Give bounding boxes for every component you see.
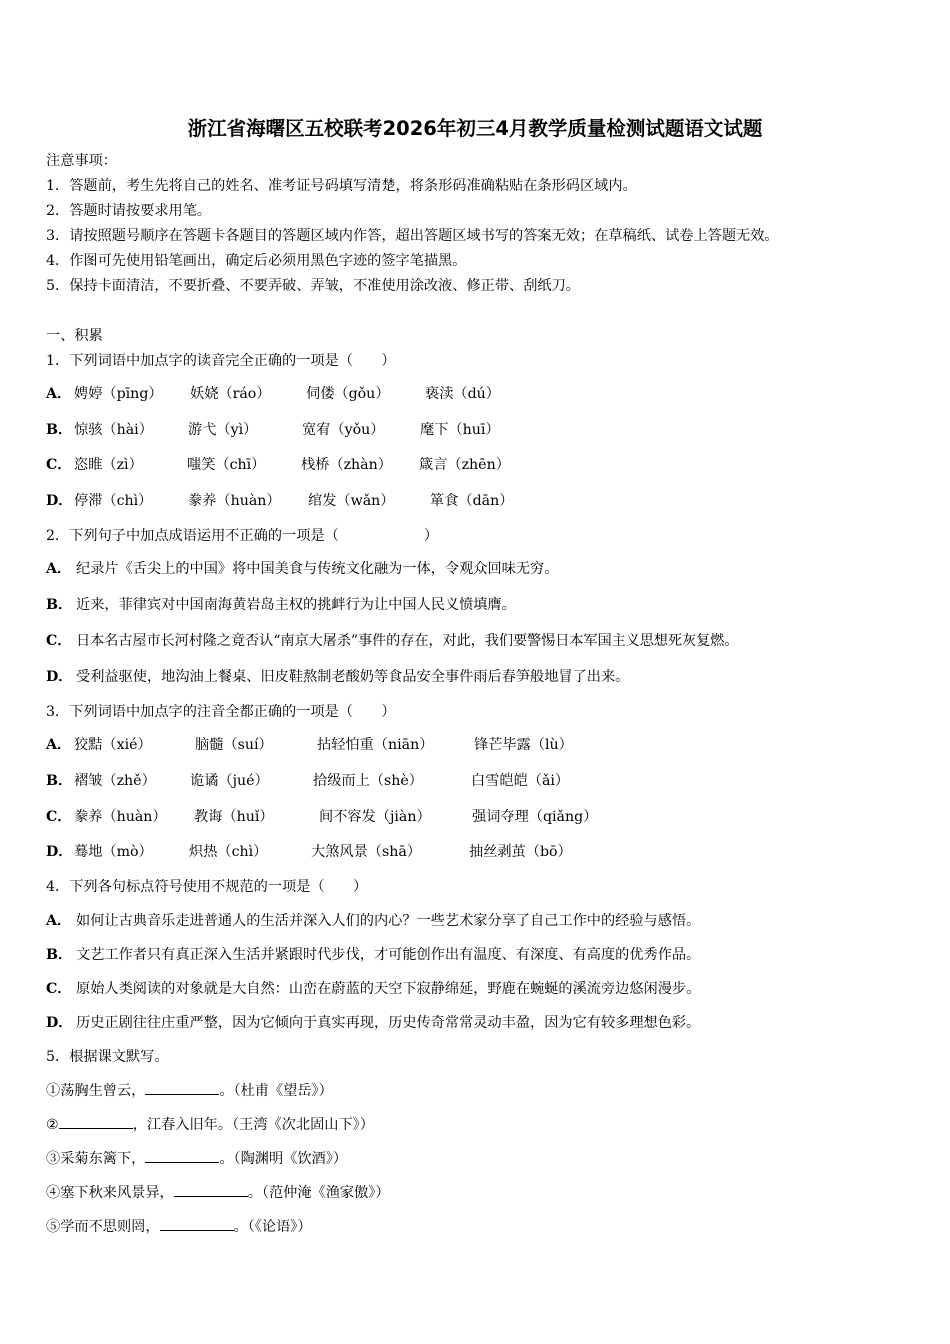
notice-item: 1．答题前，考生先将自己的姓名、准考证号码填写清楚，将条形码准确粘贴在条形码区域内。 bbox=[46, 178, 637, 194]
word-item: 恣睢（zì） bbox=[74, 457, 143, 473]
word-item: 惊骇（hài） bbox=[74, 422, 153, 438]
word-item: 褶皱（zhě） bbox=[74, 773, 156, 789]
word-item: 大煞风景（shā） bbox=[311, 844, 422, 860]
option-row bbox=[46, 946, 700, 964]
question-stem: 2．下列句子中加点成语运用不正确的一项是（ ） bbox=[46, 528, 439, 544]
word-item: 强词夺理（qiǎng） bbox=[472, 809, 598, 825]
word-item: 蓦地（mò） bbox=[74, 844, 153, 860]
option-row bbox=[46, 492, 926, 510]
item-post: ，江春入旧年。（王湾《次北固山下》） bbox=[132, 1117, 374, 1133]
word-item: 间不容发（jiàn） bbox=[319, 809, 431, 825]
option-letter: A． bbox=[46, 561, 72, 577]
option-row bbox=[46, 736, 926, 754]
option-letter: B． bbox=[46, 597, 73, 613]
item-pre: 塞下秋来风景异， bbox=[60, 1185, 174, 1201]
word-item: 教诲（huǐ） bbox=[194, 809, 274, 825]
word-item: 停滞（chì） bbox=[74, 493, 153, 509]
item-pre: 采菊东篱下， bbox=[60, 1151, 146, 1167]
word-item: 麾下（huī） bbox=[420, 422, 500, 438]
option-letter: B． bbox=[46, 773, 73, 789]
option-row bbox=[46, 456, 926, 474]
question-stem: 3．下列词语中加点字的注音全都正确的一项是（ ） bbox=[46, 704, 396, 720]
answer-blank[interactable] bbox=[160, 1218, 234, 1231]
word-item: 拾级而上（shè） bbox=[313, 773, 423, 789]
word-item: 抽丝剥茧（bō） bbox=[469, 844, 572, 860]
item-post: 。（陶渊明《饮酒》） bbox=[219, 1151, 348, 1167]
option-letter: D． bbox=[46, 669, 73, 685]
option-row bbox=[46, 772, 926, 790]
option-row bbox=[46, 1014, 700, 1032]
word-item: 炽热（chì） bbox=[189, 844, 268, 860]
word-item: 伺偻（gǒu） bbox=[306, 386, 390, 402]
item-number: ⑤ bbox=[46, 1219, 61, 1235]
notice-item: 4．作图可先使用铅笔画出，确定后必须用黑色字迹的签字笔描黑。 bbox=[46, 253, 467, 269]
word-item: 诡谲（jué） bbox=[190, 773, 269, 789]
word-item: 宽宥（yǒu） bbox=[302, 422, 385, 438]
option-letter: C． bbox=[46, 457, 72, 473]
option-row bbox=[46, 668, 629, 686]
option-letter: D． bbox=[46, 844, 73, 860]
word-item: 箴言（zhēn） bbox=[419, 457, 510, 473]
option-row bbox=[46, 632, 738, 650]
word-item: 娉婷（pīng） bbox=[74, 386, 163, 402]
word-item: 狡黠（xié） bbox=[74, 737, 152, 753]
word-item: 豢养（huàn） bbox=[188, 493, 281, 509]
option-text: 受利益驱使，地沟油上餐桌、旧皮鞋熬制老酸奶等食品安全事件雨后春笋般地冒了出来。 bbox=[76, 669, 630, 685]
option-text: 如何让古典音乐走进普通人的生活并深入人们的内心？一些艺术家分享了自己工作中的经验与感悟。 bbox=[76, 913, 701, 929]
item-pre: 学而不思则罔， bbox=[60, 1219, 160, 1235]
word-item: 拈轻怕重（niān） bbox=[317, 737, 434, 753]
answer-blank[interactable] bbox=[59, 1116, 133, 1129]
option-letter: B． bbox=[46, 947, 73, 963]
answer-blank[interactable] bbox=[145, 1082, 219, 1095]
page-title: 浙江省海曙区五校联考2026年初三4月教学质量检测试题语文试题 bbox=[187, 117, 763, 140]
question-stem: 4．下列各句标点符号使用不规范的一项是（ ） bbox=[46, 879, 368, 895]
option-letter: B． bbox=[46, 422, 73, 438]
word-item: 游弋（yì） bbox=[188, 422, 258, 438]
option-letter: A． bbox=[46, 386, 72, 402]
option-row bbox=[46, 808, 926, 826]
notice-item: 2．答题时请按要求用笔。 bbox=[46, 203, 212, 219]
recitation-item bbox=[46, 1184, 390, 1202]
word-item: 栈桥（zhàn） bbox=[301, 457, 392, 473]
item-number: ② bbox=[46, 1117, 59, 1133]
recitation-item bbox=[46, 1150, 347, 1168]
option-text: 近来，菲律宾对中国南海黄岩岛主权的挑衅行为让中国人民义愤填膺。 bbox=[76, 597, 516, 613]
option-letter: A． bbox=[46, 737, 72, 753]
word-item: 箪食（dān） bbox=[430, 493, 514, 509]
question-stem: 1．下列词语中加点字的读音完全正确的一项是（ ） bbox=[46, 353, 396, 369]
option-text: 纪录片《舌尖上的中国》将中国美食与传统文化融为一体，令观众回味无穷。 bbox=[76, 561, 559, 577]
word-item: 白雪皑皑（ǎi） bbox=[471, 773, 570, 789]
word-item: 嗤笑（chī） bbox=[187, 457, 266, 473]
notice-heading: 注意事项： bbox=[46, 153, 117, 169]
word-item: 亵渎（dú） bbox=[425, 386, 500, 402]
notice-item: 5．保持卡面清洁，不要折叠、不要弄破、弄皱，不准使用涂改液、修正带、刮纸刀。 bbox=[46, 278, 580, 294]
recitation-item bbox=[46, 1082, 333, 1100]
notice-item: 3．请按照题号顺序在答题卡各题目的答题区域内作答，超出答题区域书写的答案无效；在草稿纸、试卷上答题无效。 bbox=[46, 228, 779, 244]
item-post: 。（《论语》） bbox=[233, 1219, 312, 1235]
option-row bbox=[46, 421, 926, 439]
answer-blank[interactable] bbox=[174, 1184, 248, 1197]
word-item: 妖娆（ráo） bbox=[190, 386, 271, 402]
item-post: 。（范仲淹《渔家傲》） bbox=[247, 1185, 390, 1201]
option-letter: D． bbox=[46, 1015, 73, 1031]
option-letter: C． bbox=[46, 981, 72, 997]
option-row bbox=[46, 596, 516, 614]
answer-blank[interactable] bbox=[145, 1150, 219, 1163]
item-number: ④ bbox=[46, 1185, 61, 1201]
option-letter: A． bbox=[46, 913, 72, 929]
option-text: 文艺工作者只有真正深入生活并紧跟时代步伐，才可能创作出有温度、有深度、有高度的优秀作品。 bbox=[76, 947, 701, 963]
option-text: 原始人类阅读的对象就是大自然：山峦在蔚蓝的天空下寂静绵延，野鹿在蜿蜒的溪流旁边悠闲漫步。 bbox=[76, 981, 701, 997]
item-number: ① bbox=[46, 1083, 61, 1099]
option-text: 历史正剧往往庄重严整，因为它倾向于真实再现，历史传奇常常灵动丰盈，因为它有较多理想色彩。 bbox=[76, 1015, 701, 1031]
question-stem: 5．根据课文默写。 bbox=[46, 1049, 169, 1065]
word-item: 豢养（huàn） bbox=[74, 809, 167, 825]
option-letter: D． bbox=[46, 493, 73, 509]
option-letter: C． bbox=[46, 633, 72, 649]
item-post: 。（杜甫《望岳》） bbox=[219, 1083, 333, 1099]
recitation-item bbox=[46, 1116, 374, 1134]
option-row bbox=[46, 560, 558, 578]
option-row bbox=[46, 980, 700, 998]
option-text: 日本名古屋市长河村隆之竟否认“南京大屠杀”事件的存在，对此，我们要警惕日本军国主义思想死灰复燃。 bbox=[76, 633, 739, 649]
word-item: 脑髓（suí） bbox=[195, 737, 273, 753]
word-item: 绾发（wǎn） bbox=[308, 493, 395, 509]
section-heading: 一、积累 bbox=[46, 328, 103, 344]
option-row bbox=[46, 385, 926, 403]
item-pre: 荡胸生曾云， bbox=[60, 1083, 146, 1099]
option-letter: C． bbox=[46, 809, 72, 825]
word-item: 锋芒毕露（lù） bbox=[474, 737, 573, 753]
option-row bbox=[46, 912, 700, 930]
recitation-item bbox=[46, 1218, 312, 1236]
option-row bbox=[46, 843, 926, 861]
item-number: ③ bbox=[46, 1151, 61, 1167]
